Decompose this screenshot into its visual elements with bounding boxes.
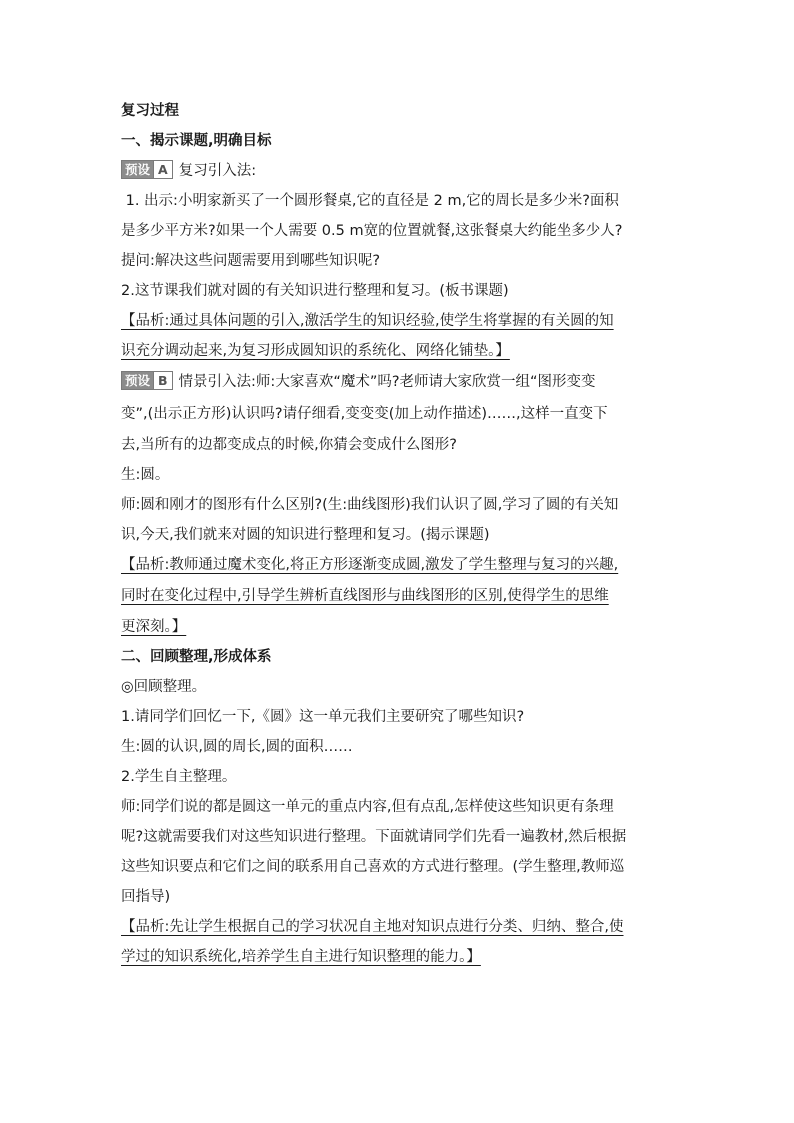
preset-a-line-3: 提问:解决这些问题需要用到哪些知识呢? (121, 253, 381, 269)
preset-b-badge (121, 371, 173, 390)
preset-a-label: 复习引入法: (178, 163, 257, 179)
preset-a-line-2: 是多少平方米?如果一个人需要 0.5 m宽的位置就餐,这张餐桌大约能坐多少人? (121, 223, 623, 239)
section2-line-6: 呢?这就需要我们对这些知识进行整理。下面就请同学们先看一遍教材,然后根据 (121, 829, 627, 845)
section2-line-1: ◎回顾整理。 (121, 679, 207, 695)
preset-b-analysis (121, 550, 681, 642)
preset-a-badge (121, 160, 173, 179)
preset-b-line-2: 去,当所有的边都变成点的时候,你猜会变成什么图形? (121, 437, 457, 453)
preset-b-analysis-line-1: 【品析:教师通过魔术变化,将正方形逐渐变成圆,激发了学生整理与复习的兴趣, (121, 557, 619, 573)
document-page (121, 96, 681, 972)
preset-a-analysis-line-1: 【品析:通过具体问题的引入,激活学生的知识经验,使学生将掌握的有关圆的知 (121, 313, 614, 329)
preset-a-line-1: 1. 出示:小明家新买了一个圆形餐桌,它的直径是 2 m,它的周长是多少米?面积 (121, 193, 619, 209)
section2-heading: 二、回顾整理,形成体系 (121, 649, 272, 665)
preset-b-line-5: 识,今天,我们就来对圆的知识进行整理和复习。(揭示课题) (121, 527, 490, 543)
section2-analysis (121, 912, 681, 972)
section2-line-4: 2.学生自主整理。 (121, 769, 237, 785)
section1-heading: 一、揭示课题,明确目标 (121, 133, 272, 149)
section2-line-5: 师:同学们说的都是圆这一单元的重点内容,但有点乱,怎样使这些知识更有条理 (121, 799, 614, 815)
preset-a-badge-letter: A (153, 161, 172, 178)
section2-analysis-line-2: 学过的知识系统化,培养学生自主进行知识整理的能力。】 (121, 949, 481, 965)
preset-b-row (121, 366, 681, 398)
preset-b-line-1: 变”,(出示正方形)认识吗?请仔细看,变变变(加上动作描述)……,这样一直变下 (121, 406, 608, 422)
page-title: 复习过程 (121, 103, 179, 119)
preset-a-analysis (121, 306, 681, 366)
section2-line-3: 生:圆的认识,圆的周长,圆的面积…… (121, 739, 353, 755)
preset-b-analysis-line-2: 同时在变化过程中,引导学生辨析直线图形与曲线图形的区别,使得学生的思维 (121, 588, 609, 604)
preset-b-badge-text: 预设 (122, 372, 153, 389)
preset-b-analysis-line-3: 更深刻。】 (121, 619, 187, 635)
preset-b-line-4: 师:圆和刚才的图形有什么区别?(生:曲线图形)我们认识了圆,学习了圆的有关知 (121, 497, 619, 513)
preset-b-line-3: 生:圆。 (121, 467, 170, 483)
preset-a-line-4: 2.这节课我们就对圆的有关知识进行整理和复习。(板书课题) (121, 283, 509, 299)
section2-line-8: 回指导) (121, 889, 171, 905)
section2-line-7: 这些知识要点和它们之间的联系用自己喜欢的方式进行整理。(学生整理,教师巡 (121, 859, 625, 875)
section2-line-2: 1.请同学们回忆一下,《圆》这一单元我们主要研究了哪些知识? (121, 709, 525, 725)
preset-b-badge-letter: B (153, 372, 172, 389)
preset-a-row (121, 156, 681, 186)
preset-a-badge-text: 预设 (122, 161, 153, 178)
section2-analysis-line-1: 【品析:先让学生根据自己的学习状况自主地对知识点进行分类、归纳、整合,使 (121, 919, 624, 935)
preset-a-analysis-line-2: 识充分调动起来,为复习形成圆知识的系统化、网络化铺垫。】 (121, 343, 510, 359)
preset-b-label: 情景引入法:师:大家喜欢“魔术”吗?老师请大家欣赏一组“图形变变 (178, 374, 596, 390)
